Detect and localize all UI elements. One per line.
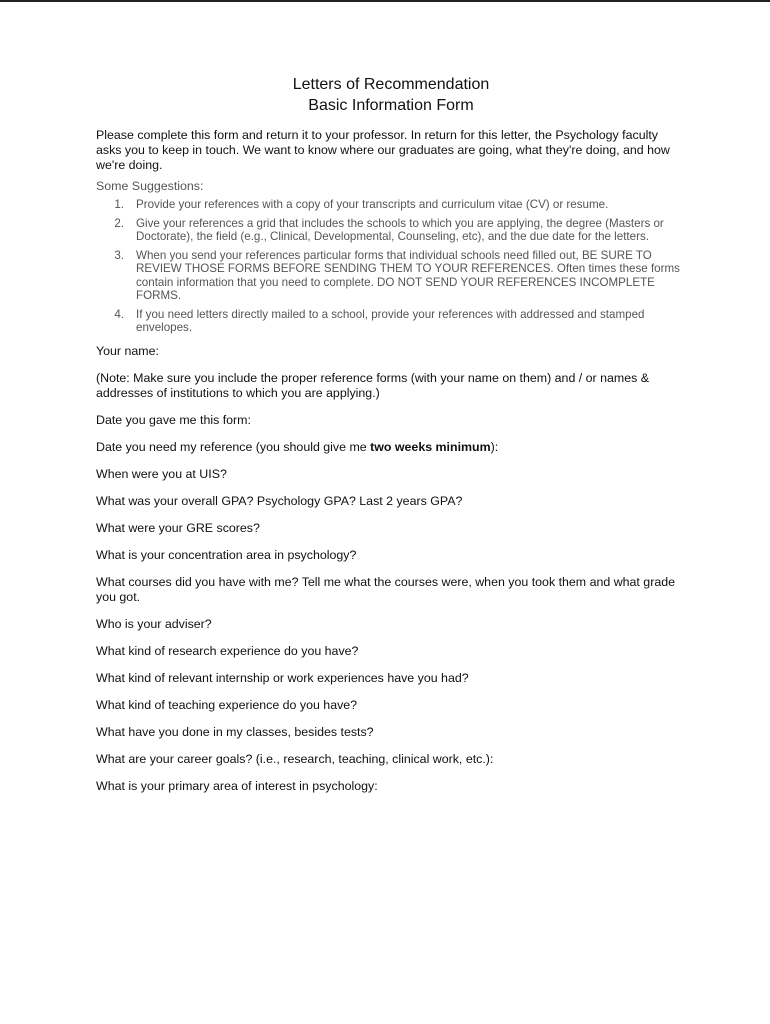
question-internship: What kind of relevant internship or work experiences have you had? — [96, 670, 469, 685]
suggestion-item — [96, 308, 686, 335]
intro-paragraph: Please complete this form and return it to your professor. In return for this letter, the Psychology faculty asks you to keep in touch. We want to know where our graduates are going, what they're doing, and how we're doing. — [96, 128, 670, 172]
question-name: Your name: — [96, 343, 159, 358]
suggestion-text: Give your references a grid that includes the schools to which you are applying, the degree (Masters or Doctorate), the field (e.g., Clinical, Developmental, Counseling, etc), and the due date for the letters. — [136, 216, 664, 243]
question-courses: What courses did you have with me? Tell me what the courses were, when you took them and what grade you got. — [96, 574, 675, 604]
suggestions-heading: Some Suggestions: — [96, 179, 204, 193]
page-subtitle: Basic Information Form — [308, 97, 474, 114]
question-gpa: What was your overall GPA? Psychology GPA? Last 2 years GPA? — [96, 493, 463, 508]
question-research: What kind of research experience do you have? — [96, 643, 359, 658]
question-when-uis: When were you at UIS? — [96, 466, 227, 481]
suggestion-number: 1. — [114, 198, 124, 211]
document-page — [96, 74, 686, 806]
date-need-emphasis: two weeks minimum — [370, 439, 491, 454]
top-border-line — [0, 0, 770, 2]
question-classes: What have you done in my classes, besides tests? — [96, 724, 374, 739]
suggestion-text: Provide your references with a copy of your transcripts and curriculum vitae (CV) or resume. — [136, 198, 609, 211]
question-date-gave: Date you gave me this form: — [96, 412, 251, 427]
suggestion-item — [96, 249, 686, 303]
suggestion-text: If you need letters directly mailed to a school, provide your references with addressed and stamped envelopes. — [136, 307, 645, 334]
suggestion-number: 4. — [114, 307, 124, 321]
suggestion-number: 3. — [114, 248, 124, 262]
question-adviser: Who is your adviser? — [96, 616, 212, 631]
question-teaching: What kind of teaching experience do you have? — [96, 697, 358, 712]
date-need-post: ): — [490, 439, 499, 454]
question-career: What are your career goals? (i.e., research, teaching, clinical work, etc.): — [96, 751, 494, 766]
question-concentration: What is your concentration area in psychology? — [96, 547, 357, 562]
suggestion-text: When you send your references particular forms that individual schools need filled out, BE SURE TO REVIEW THOSE FORMS BEFORE SENDING THEM TO YOUR REFERENCES. Often times these forms contain information that you need to complete. DO NOT SEND YOUR REFERENCES INCOMPLETE FORMS. — [136, 248, 680, 302]
note-reference-forms: (Note: Make sure you include the proper reference forms (with your name on them) and / or names & addresses of institutions to which you are applying.) — [96, 370, 650, 400]
suggestion-number: 2. — [114, 216, 124, 230]
question-date-need — [96, 440, 686, 455]
suggestion-item — [96, 198, 686, 212]
suggestions-list — [96, 198, 686, 335]
question-gre: What were your GRE scores? — [96, 520, 260, 535]
suggestion-item — [96, 217, 686, 244]
page-title: Letters of Recommendation — [292, 76, 490, 93]
question-interest: What is your primary area of interest in psychology: — [96, 778, 378, 793]
date-need-pre: Date you need my reference (you should give me — [96, 439, 371, 454]
